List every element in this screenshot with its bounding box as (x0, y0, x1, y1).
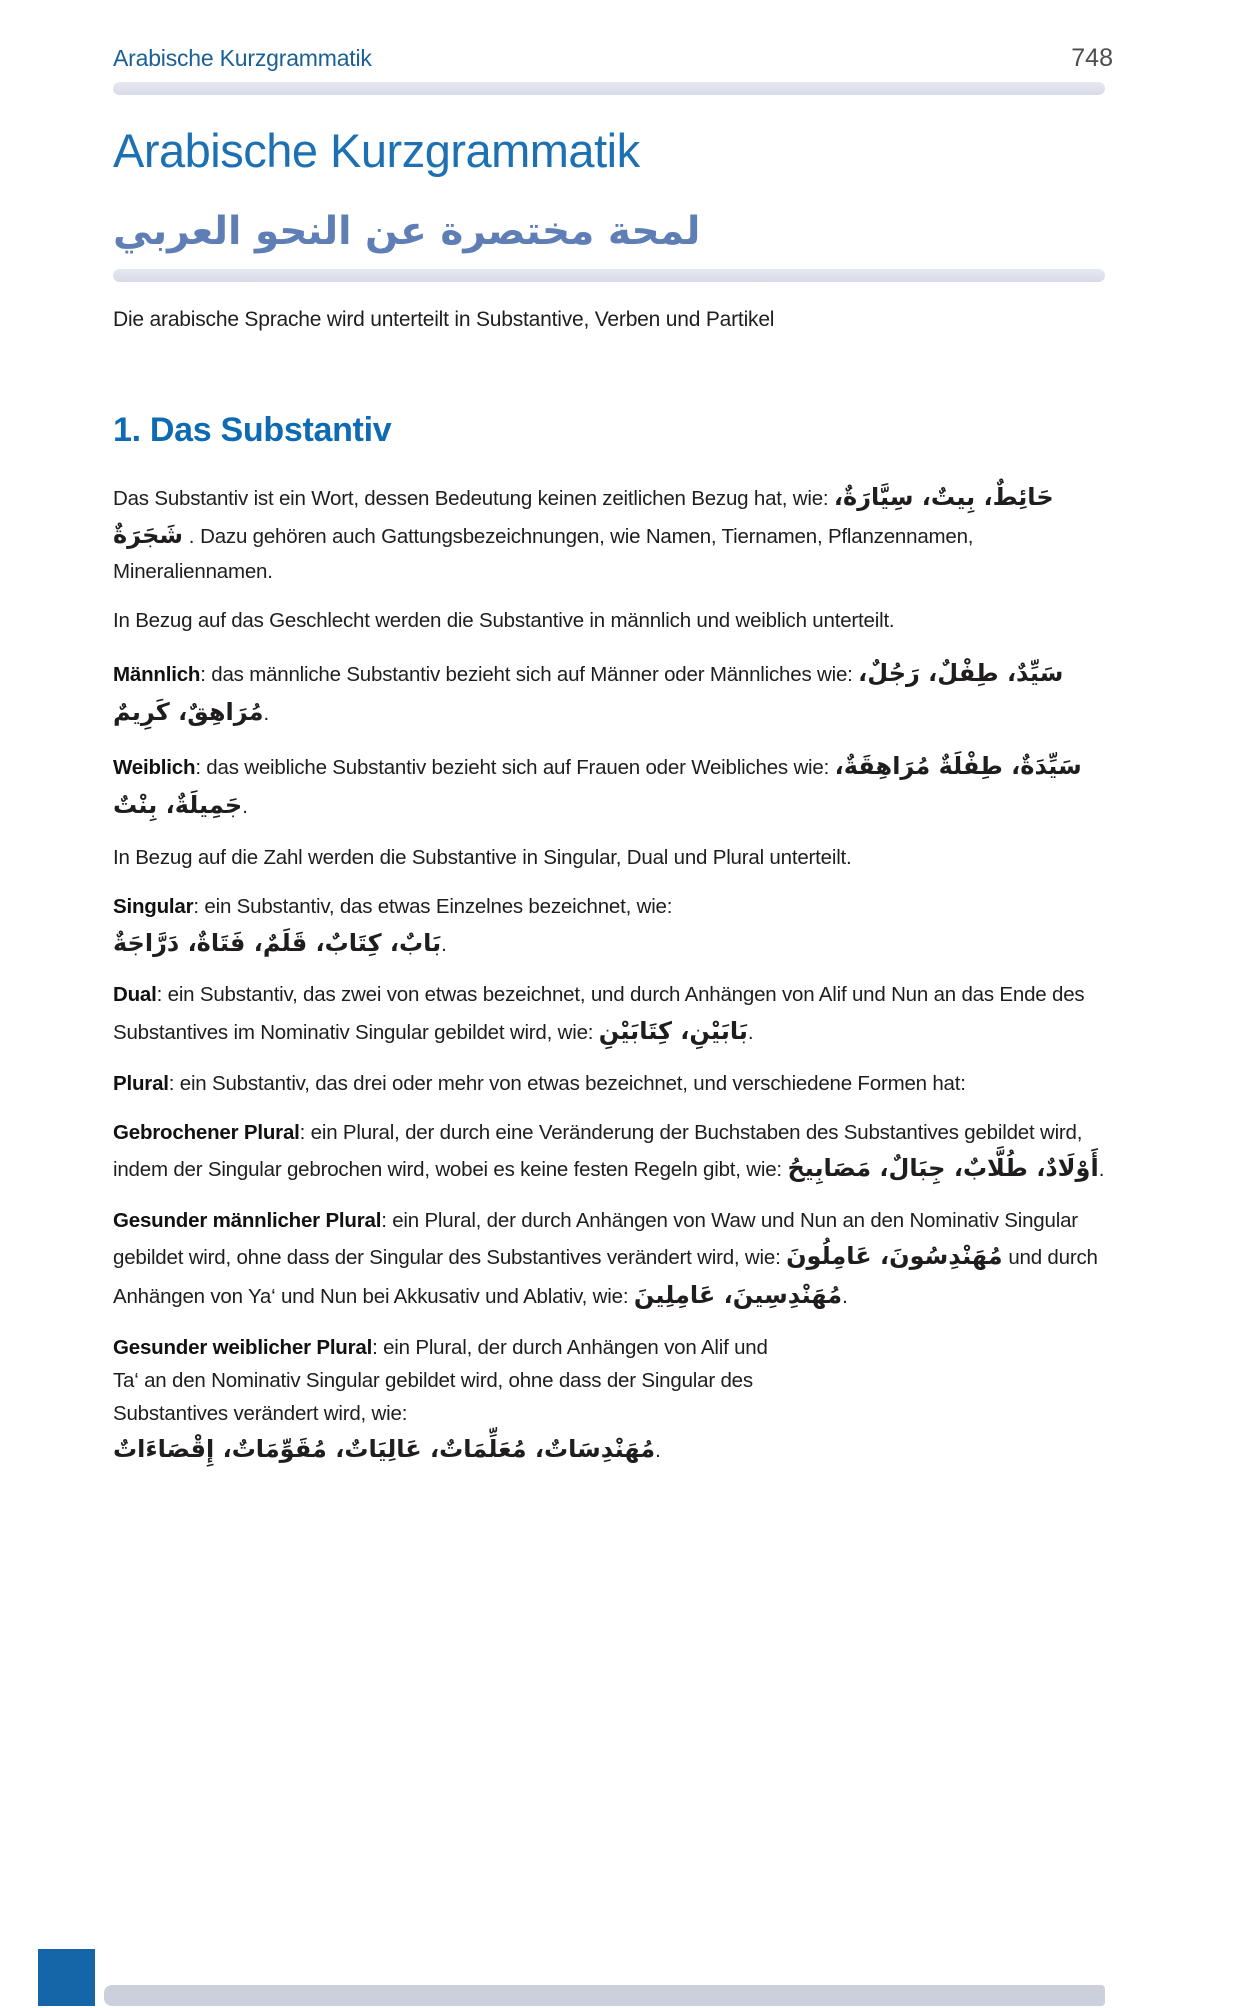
arabic-example: مُهَنْدِسُونَ، عَامِلُونَ (786, 1242, 1003, 1271)
running-header (113, 0, 1113, 73)
arabic-example: سَيِّدَةٌ، طِفْلَةٌ مُرَاهِقَةٌ، جَمِيلَةٌ، بِنْتٌ (113, 752, 1082, 820)
body-text: : das männliche Substantiv bezieht sich auf Männer oder Männliches wie: (200, 662, 859, 686)
paragraph-plural (113, 1067, 1113, 1100)
paragraph-broken-plural (113, 1116, 1113, 1188)
arabic-example: سَيِّدٌ، طِفْلٌ، رَجُلٌ، مُرَاهِقٌ، كَرِيمٌ (113, 658, 1064, 726)
body-text: . Dazu gehören auch Gattungsbezeichnungen, wie Namen, Tiernamen, Pflanzennamen, Mineraliennamen. (113, 525, 974, 584)
body-text: . (747, 1020, 754, 1044)
arabic-example: حَائِطٌ، بِيتٌ، سِيَّارَةٌ، شَجَرَةٌ (113, 482, 1054, 550)
body-text: : das weibliche Substantiv bezieht sich auf Frauen oder Weibliches wie: (195, 756, 835, 780)
arabic-example: بَابَيْنِ، كِتَابَيْنِ (598, 1016, 748, 1045)
paragraph-masculine (113, 654, 1113, 732)
intro-text: Die arabische Sprache wird unterteilt in Substantive, Verben und Partikel (113, 307, 775, 331)
page-title-arabic: لمحة مختصرة عن النحو العربي (113, 209, 701, 255)
term-label: Gebrochener Plural (113, 1120, 300, 1144)
page-number: 748 (1071, 44, 1113, 72)
term-label: Plural (113, 1071, 169, 1095)
body-text: . (1098, 1157, 1105, 1181)
term-label: Weiblich (113, 756, 196, 780)
paragraph-sound-feminine-plural (113, 1331, 768, 1469)
body-text: . (842, 1284, 848, 1308)
body-text: . (242, 795, 248, 819)
section-body (113, 478, 1113, 1470)
arabic-example: أَوْلَادٌ، طُلَّابٌ، جِبَالٌ، مَصَابِيحُ (787, 1153, 1099, 1182)
body-text: und durch Anhängen von Ya‘ und Nun bei Akkusativ und Ablativ, wie: (113, 1246, 1098, 1308)
body-text: In Bezug auf das Geschlecht werden die Substantive in männlich und weiblich unterteilt. (113, 609, 895, 633)
term-label: Singular (113, 895, 194, 919)
footer-blue-square (38, 1949, 95, 2006)
term-label: Gesunder weiblicher Plural (113, 1335, 373, 1359)
arabic-example: مُهَنْدِسِينَ، عَامِلِينَ (633, 1280, 843, 1309)
body-text: : ein Substantiv, das zwei von etwas bezeichnet, und durch Anhängen von Alif und Nun an das Ende des Substantives im Nominativ Singular gebildet wird, wie: (113, 983, 1085, 1044)
body-text: Das Substantiv ist ein Wort, dessen Bedeutung keinen zeitlichen Bezug hat, wie: (113, 486, 834, 510)
paragraph-noun-definition (113, 478, 1113, 589)
body-text: . (655, 1439, 661, 1463)
paragraph-number-intro (113, 841, 1113, 874)
title-divider-bar (113, 269, 1105, 282)
body-text: In Bezug auf die Zahl werden die Substantive in Singular, Dual und Plural unterteilt. (113, 846, 852, 870)
body-text: : ein Substantiv, das etwas Einzelnes bezeichnet, wie: (193, 895, 673, 919)
arabic-example: بَابٌ، كِتَابٌ، قَلَمٌ، فَتَاةٌ، دَرَّاجَةٌ (113, 928, 442, 957)
footer-gray-bar (104, 1985, 1105, 2006)
header-divider-bar (113, 82, 1105, 95)
page-content (113, 0, 1113, 1469)
paragraph-singular (113, 890, 1113, 962)
running-header-title: Arabische Kurzgrammatik (113, 45, 372, 71)
paragraph-feminine (113, 747, 1113, 825)
section-heading: 1. Das Substantiv (113, 410, 392, 449)
paragraph-gender-intro (113, 604, 1113, 637)
arabic-example: مُهَنْدِسَاتٌ، مُعَلِّمَاتٌ، عَالِيَاتٌ، مُقَوِّمَاتٌ، إِقْصَاءَاتٌ (113, 1435, 656, 1464)
paragraph-dual (113, 978, 1113, 1050)
body-text: : ein Plural, der durch Anhängen von Waw und Nun an den Nominativ Singular gebildet wird, ohne dass der Singular des Substantives verändert wird, wie: (113, 1208, 1078, 1270)
body-text: : ein Substantiv, das drei oder mehr von etwas bezeichnet, und verschiedene Formen hat: (168, 1071, 966, 1095)
term-label: Dual (113, 983, 157, 1007)
body-text: . (263, 701, 270, 725)
body-text: : ein Plural, der durch eine Veränderung der Buchstaben des Substantives gebildet wird, indem der Singular gebrochen wird, wobei es keine festen Regeln gibt, wie: (113, 1120, 1083, 1181)
paragraph-sound-masculine-plural (113, 1204, 1113, 1315)
term-label: Männlich (113, 662, 201, 686)
term-label: Gesunder männlicher Plural (113, 1208, 382, 1232)
body-text: . (441, 932, 447, 956)
page-title: Arabische Kurzgrammatik (113, 124, 640, 177)
body-text: : ein Plural, der durch Anhängen von Alif und Ta‘ an den Nominativ Singular gebildet wird, ohne dass der Singular des Substantives verändert wird, wie: (113, 1335, 768, 1426)
